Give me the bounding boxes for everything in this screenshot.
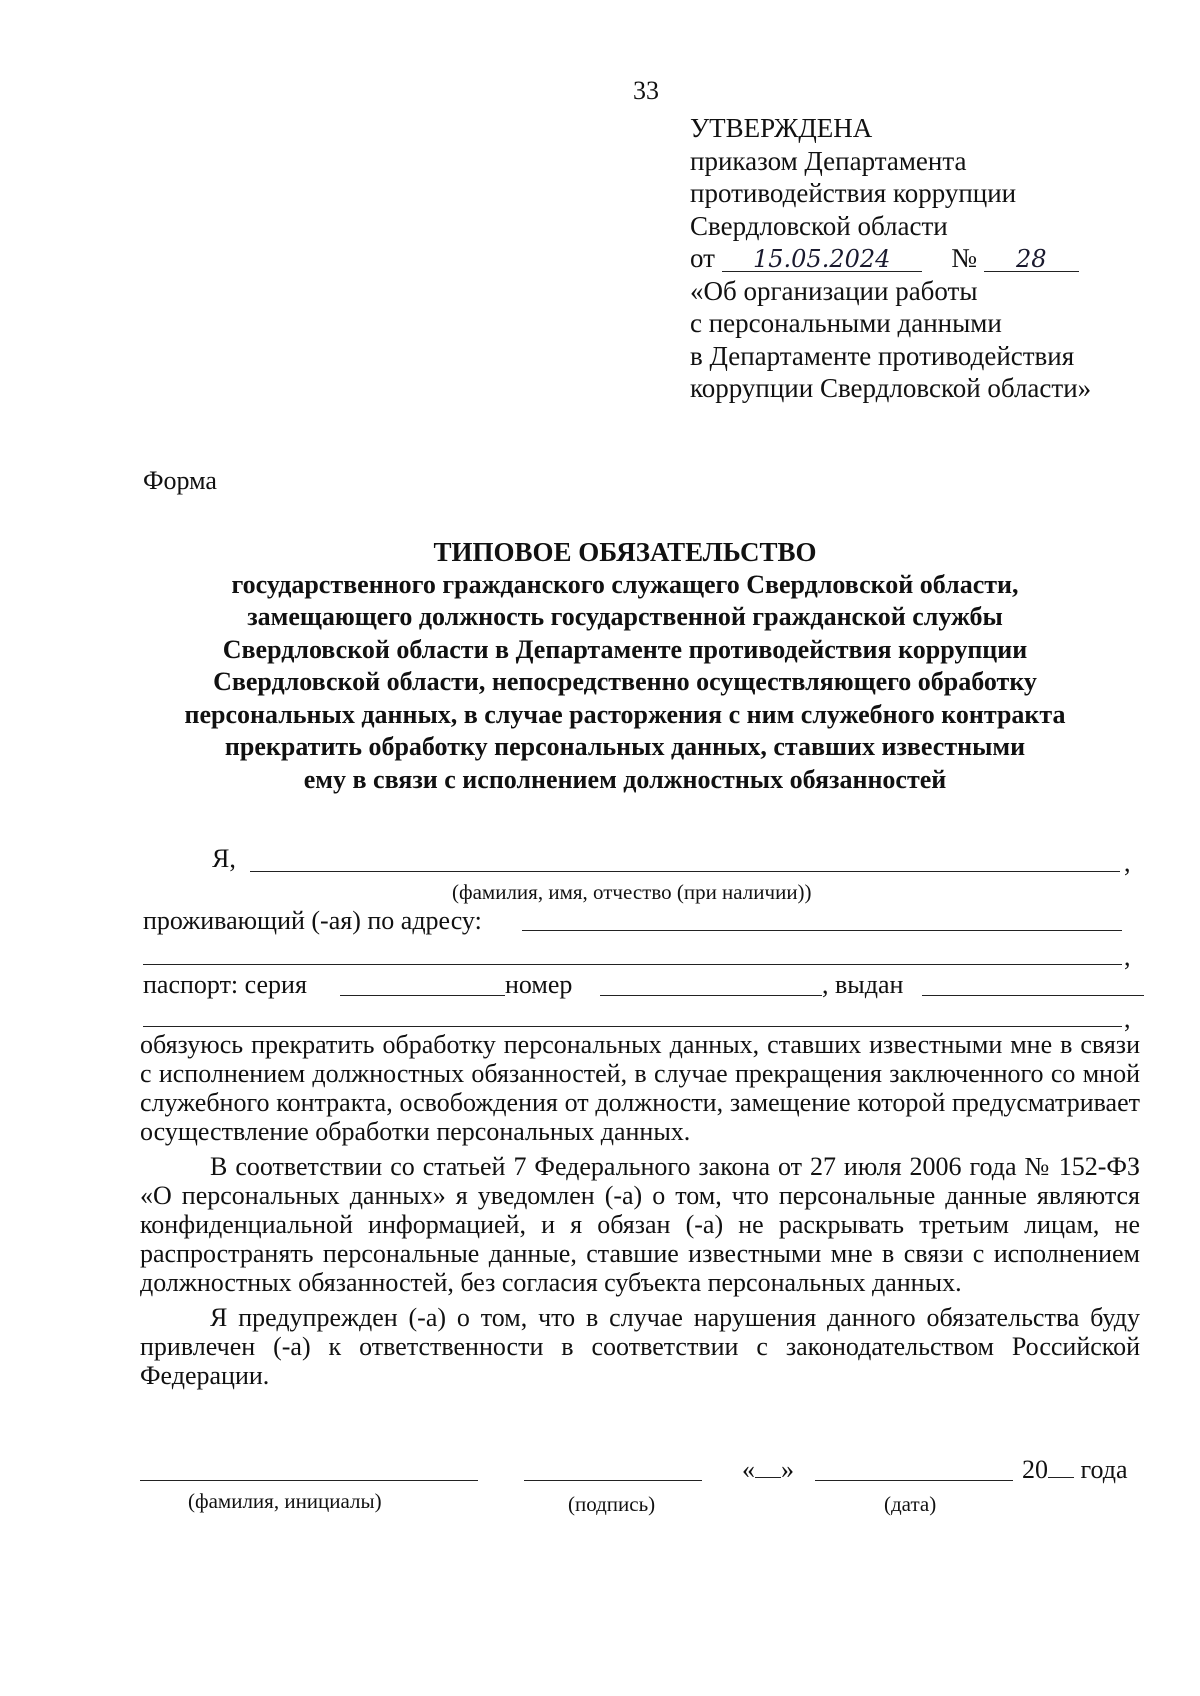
address-input-line-2[interactable] bbox=[143, 964, 1122, 965]
date-year-field[interactable]: 20 года bbox=[1022, 1455, 1128, 1484]
paragraph-warning: Я предупрежден (-а) о том, что в случае нарушения данного обязательства буду привлечен (-а) к ответственности в соответствии с законодательством Российской Федерации. bbox=[140, 1303, 1140, 1390]
approval-line: Свердловской области bbox=[690, 210, 948, 241]
approval-block bbox=[690, 112, 1091, 405]
issued-input-line-2[interactable] bbox=[143, 1026, 1122, 1027]
comma: , bbox=[1124, 848, 1131, 877]
approval-date-line bbox=[690, 242, 1091, 275]
number-prefix: № bbox=[951, 243, 977, 273]
approval-line: приказом Департамента bbox=[690, 145, 967, 176]
title-line: государственного гражданского служащего Свердловской области, bbox=[231, 569, 1019, 599]
approval-subject-line: с персональными данными bbox=[690, 308, 1002, 338]
address-label: проживающий (-ая) по адресу: bbox=[143, 906, 482, 935]
title-line: Свердловской области в Департаменте противодействия коррупции bbox=[222, 634, 1028, 664]
date-month-line[interactable] bbox=[815, 1480, 1013, 1481]
page-number: 33 bbox=[633, 76, 659, 105]
approval-subject-line: коррупции Свердловской области» bbox=[690, 373, 1092, 403]
passport-label: паспорт: серия bbox=[143, 970, 307, 999]
name-hint: (фамилия, имя, отчество (при наличии)) bbox=[452, 880, 812, 904]
body-text bbox=[140, 1030, 1140, 1390]
signature-name-hint: (фамилия, инициалы) bbox=[188, 1489, 382, 1513]
title-line: замещающего должность государственной гражданской службы bbox=[247, 602, 1003, 631]
form-label: Форма bbox=[143, 466, 217, 495]
title-main: ТИПОВОЕ ОБЯЗАТЕЛЬСТВО bbox=[433, 537, 817, 567]
address-input-line[interactable] bbox=[522, 930, 1122, 931]
approval-status: УТВЕРЖДЕНА bbox=[690, 113, 873, 143]
date-prefix: от bbox=[690, 243, 715, 273]
issued-input-line[interactable] bbox=[922, 995, 1144, 996]
paragraph-obligation: обязуюсь прекратить обработку персональных данных, ставших известными мне в связи с исполнением должностных обязанностей, в случае прекращения заключенного со мной служебного контракта, освобождения от должности, замещение которой предусматривает осуществление обработки персональных данных. bbox=[140, 1030, 1140, 1146]
title-line: ему в связи с исполнением должностных обязанностей bbox=[303, 764, 947, 794]
title-line: персональных данных, в случае расторжения с ним служебного контракта bbox=[184, 699, 1066, 729]
signature-sign-hint: (подпись) bbox=[568, 1492, 656, 1516]
approval-subject-line: в Департаменте противодействия bbox=[690, 340, 1075, 371]
approval-line: противодействия коррупции bbox=[690, 178, 1017, 208]
passport-series-input-line[interactable] bbox=[340, 995, 505, 996]
title-line: Свердловской области, непосредственно осуществляющего обработку bbox=[213, 667, 1037, 696]
i-label: Я, bbox=[212, 844, 236, 873]
issued-label: , выдан bbox=[822, 970, 904, 999]
title-line: прекратить обработку персональных данных, ставших известными bbox=[224, 732, 1026, 761]
signature-date-hint: (дата) bbox=[884, 1492, 937, 1516]
paragraph-law: В соответствии со статьей 7 Федерального закона от 27 июля 2006 года № 152-ФЗ «О персональных данных» я уведомлен (-а) о том, что персональные данные являются конфиденциальной информацией, и я обязан (-а) не раскрывать третьим лицам, не распространять персональные данные, ставшие известными мне в связи с исполнением должностных обязанностей, без согласия субъекта персональных данных. bbox=[140, 1152, 1140, 1297]
signature-sign-line[interactable] bbox=[524, 1480, 702, 1481]
date-day-field[interactable]: « » bbox=[742, 1455, 794, 1484]
approval-subject-line: «Об организации работы bbox=[690, 275, 978, 306]
signature-name-line[interactable] bbox=[140, 1480, 478, 1481]
passport-number-label: номер bbox=[505, 970, 573, 999]
comma: , bbox=[1124, 1004, 1131, 1033]
order-number-field: 28 bbox=[984, 247, 1079, 272]
passport-number-input-line[interactable] bbox=[600, 995, 822, 996]
name-input-line[interactable] bbox=[250, 871, 1120, 872]
comma: , bbox=[1124, 942, 1131, 971]
order-date-field: 15.05.2024 bbox=[722, 247, 922, 272]
document-title bbox=[130, 536, 1120, 796]
